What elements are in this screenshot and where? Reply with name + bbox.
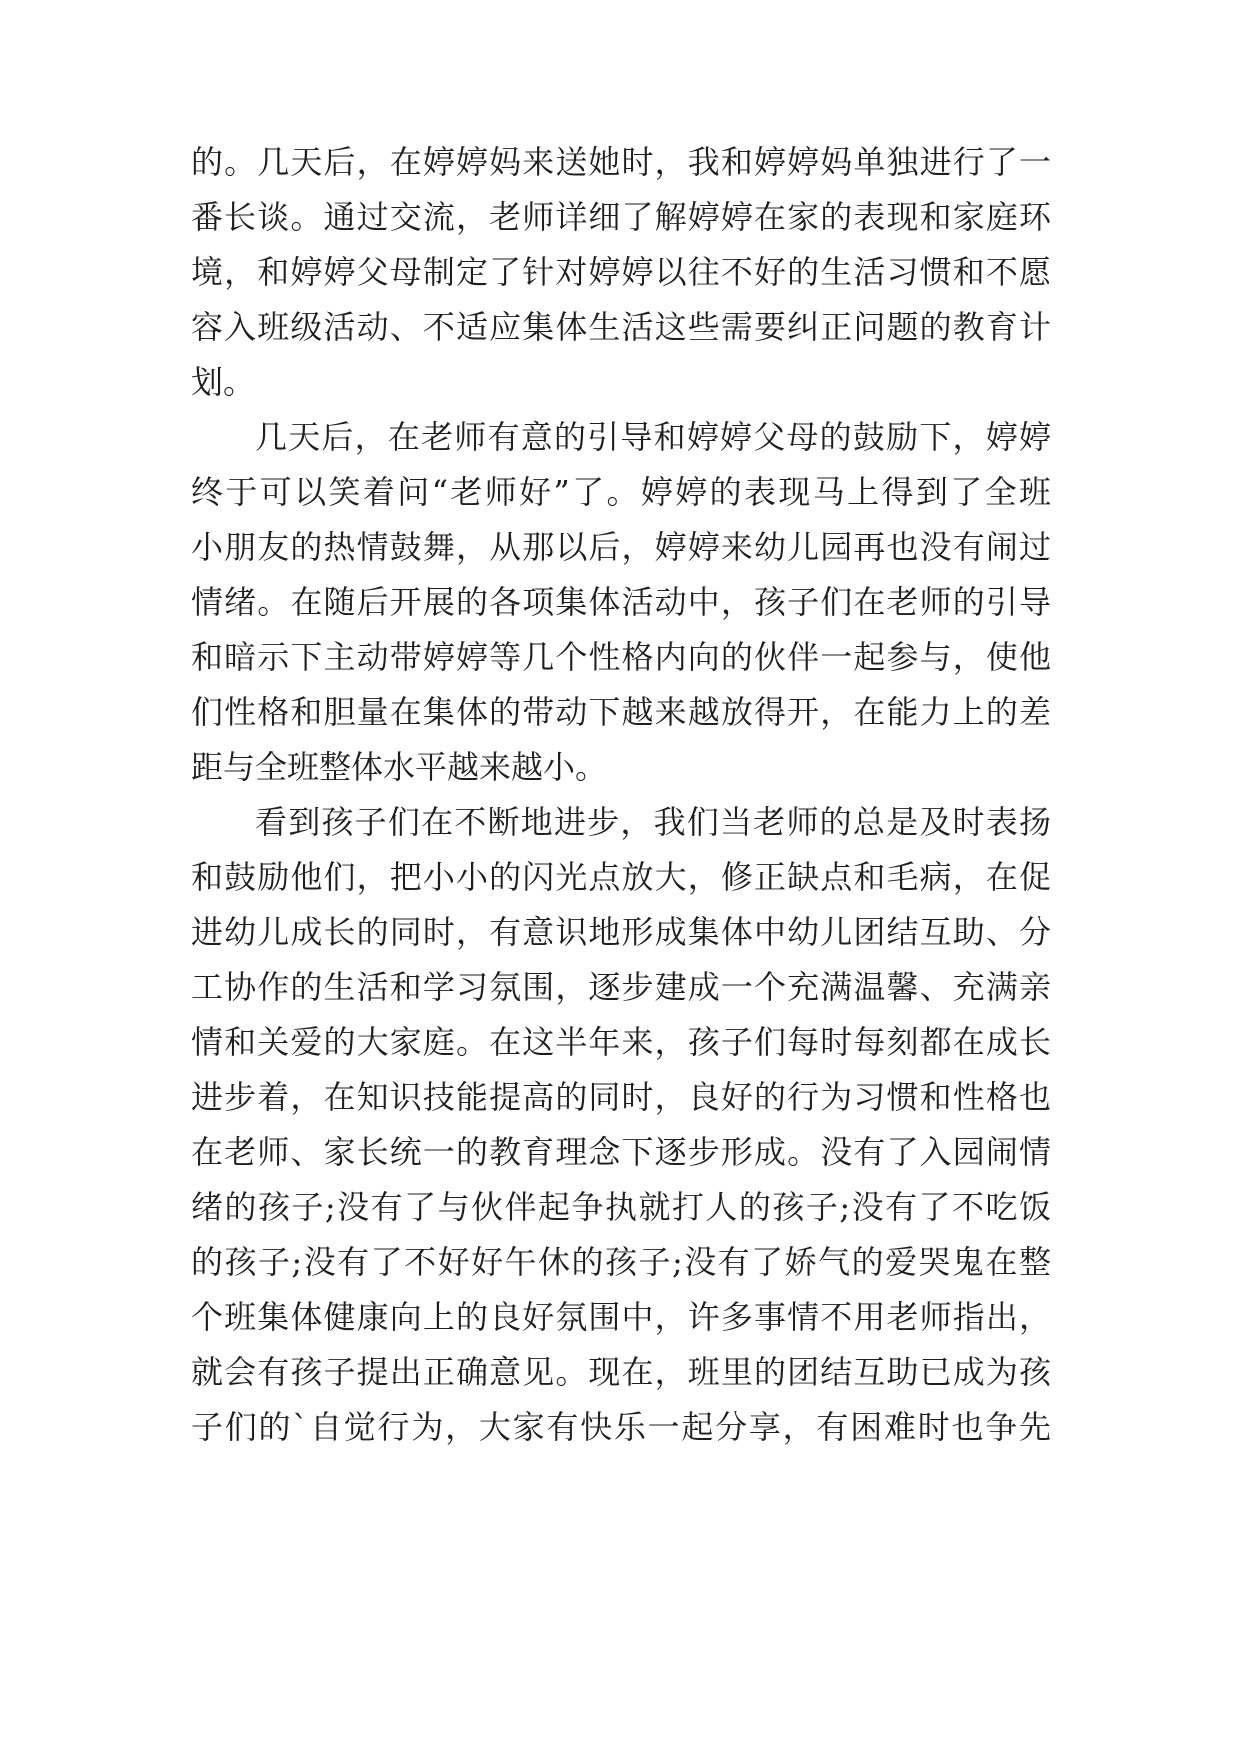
text-line: 进步着，在知识技能提高的同时，良好的行为习惯和性格也 [191,1078,1051,1116]
text-line: 们性格和胆量在集体的带动下越来越放得开，在能力上的差 [191,693,1051,731]
text-line: 情绪。在随后开展的各项集体活动中，孩子们在老师的引导 [191,583,1051,621]
text-line: 的孩子;没有了不好好午休的孩子;没有了娇气的爱哭鬼在整 [191,1243,1051,1281]
text-line: 几天后，在老师有意的引导和婷婷父母的鼓励下，婷婷 [255,418,1051,456]
paragraph-1 [191,135,1051,410]
text-line: 容入班级活动、不适应集体生活这些需要纠正问题的教育计 [191,308,1051,346]
text-line: 终于可以笑着问“老师好”了。婷婷的表现马上得到了全班 [191,473,1051,511]
text-line: 情和关爱的大家庭。在这半年来，孩子们每时每刻都在成长 [191,1023,1051,1061]
text-line: 子们的`自觉行为，大家有快乐一起分享，有困难时也争先 [191,1408,1051,1446]
text-line: 划。 [191,363,256,401]
text-line: 个班集体健康向上的良好氛围中，许多事情不用老师指出， [191,1298,1051,1336]
text-line: 进幼儿成长的同时，有意识地形成集体中幼儿团结互助、分 [191,913,1051,951]
text-line: 绪的孩子;没有了与伙伴起争执就打人的孩子;没有了不吃饭 [191,1188,1051,1226]
text-line: 看到孩子们在不断地进步，我们当老师的总是及时表扬 [255,803,1051,841]
text-line: 就会有孩子提出正确意见。现在，班里的团结互助已成为孩 [191,1353,1051,1391]
text-line: 距与全班整体水平越来越小。 [191,748,608,786]
text-line: 境，和婷婷父母制定了针对婷婷以往不好的生活习惯和不愿 [191,253,1051,291]
text-line: 和鼓励他们，把小小的闪光点放大，修正缺点和毛病，在促 [191,858,1051,896]
text-line: 小朋友的热情鼓舞，从那以后，婷婷来幼儿园再也没有闹过 [191,528,1051,566]
text-line: 工协作的生活和学习氛围，逐步建成一个充满温馨、充满亲 [191,968,1051,1006]
paragraph-2 [191,410,1051,795]
text-line: 和暗示下主动带婷婷等几个性格内向的伙伴一起参与，使他 [191,638,1051,676]
body-text [191,135,1051,1455]
text-line: 的。几天后，在婷婷妈来送她时，我和婷婷妈单独进行了一 [191,143,1051,181]
text-line: 在老师、家长统一的教育理念下逐步形成。没有了入园闹情 [191,1133,1051,1171]
text-line: 番长谈。通过交流，老师详细了解婷婷在家的表现和家庭环 [191,198,1051,236]
paragraph-3 [191,795,1051,1455]
